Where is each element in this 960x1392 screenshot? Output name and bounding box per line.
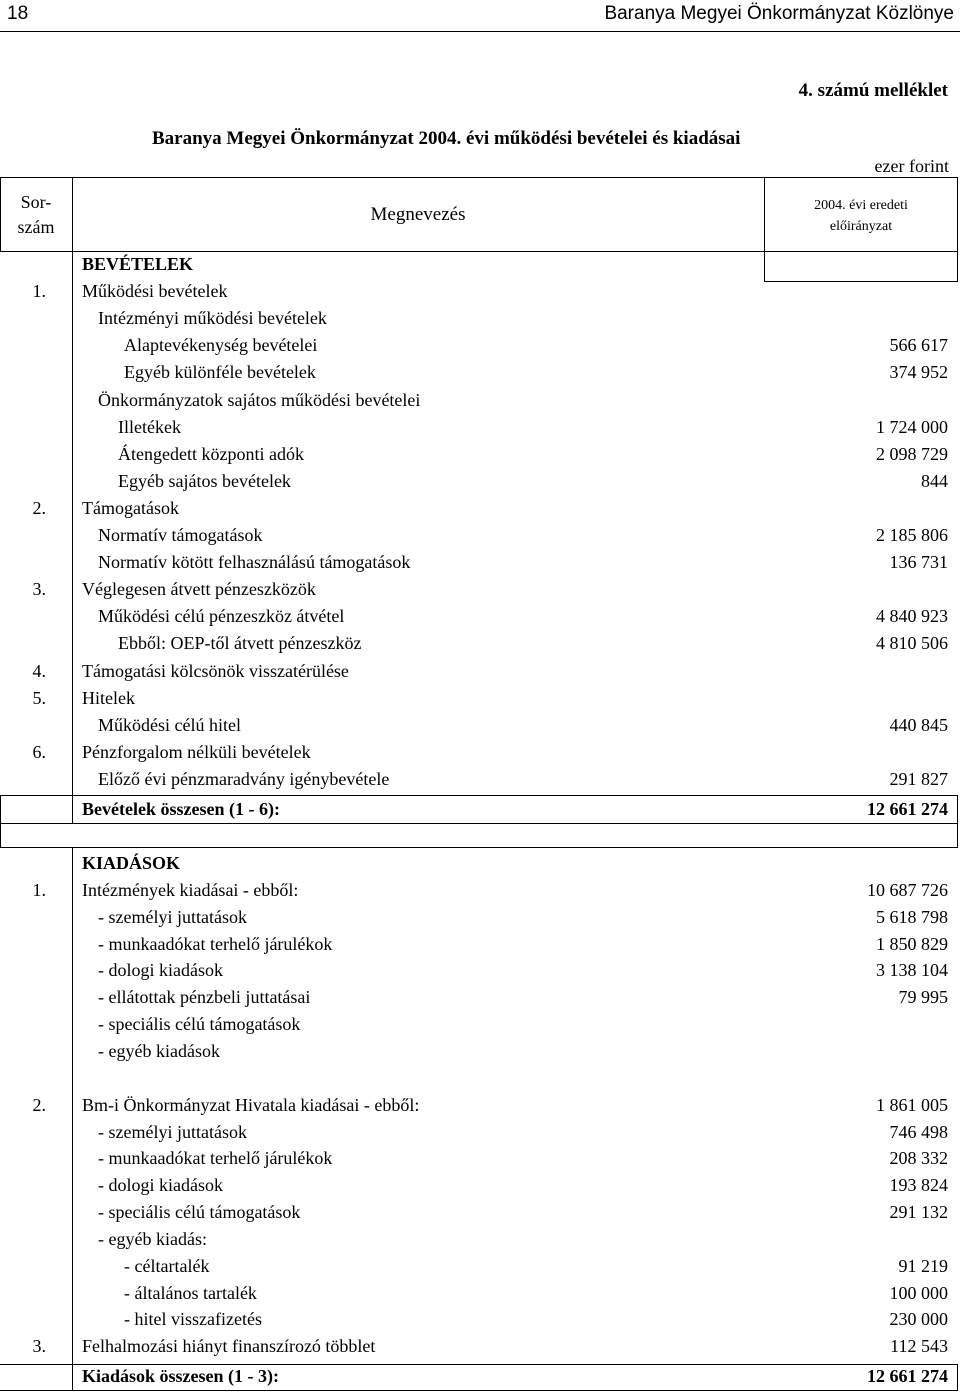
- row-label: Működési célú hitel: [98, 714, 241, 735]
- row-label: Támogatási kölcsönök visszatérülése: [82, 660, 349, 681]
- row-label: Alaptevékenység bevételei: [124, 335, 318, 356]
- table-row: [0, 1119, 958, 1146]
- row-value: 566 617: [889, 335, 948, 356]
- table-row: [0, 1145, 958, 1172]
- table-row: [0, 549, 958, 576]
- row-value: 844: [921, 470, 948, 491]
- row-value: 3 138 104: [876, 960, 948, 981]
- row-value: 4 840 923: [876, 606, 948, 627]
- table-row: [0, 877, 958, 904]
- row-label: Normatív támogatások: [98, 525, 263, 545]
- row-label: - egyéb kiadások: [98, 1040, 220, 1061]
- row-value: 79 995: [898, 987, 948, 1008]
- row-value: 374 952: [889, 362, 948, 383]
- row-value: 291 132: [889, 1202, 948, 1223]
- row-value: 1 861 005: [876, 1094, 948, 1115]
- table-row: [0, 1226, 958, 1253]
- table-row: [0, 957, 958, 984]
- spacer-left: [0, 823, 1, 848]
- table-row: [0, 387, 958, 414]
- row-value: 2 185 806: [876, 525, 948, 545]
- table-row: [0, 468, 958, 495]
- row-value: 100 000: [889, 1282, 948, 1303]
- row-value: 1 724 000: [876, 416, 948, 437]
- header-rule: [0, 31, 960, 32]
- row-number: 2.: [32, 497, 46, 518]
- row-value: 440 845: [889, 714, 948, 735]
- row-label: - dologi kiadások: [98, 960, 223, 981]
- revenue-total-bottom-border: [0, 823, 958, 824]
- table-row: [0, 984, 958, 1011]
- row-value: 10 687 726: [867, 879, 948, 900]
- row-label: Támogatások: [82, 497, 179, 518]
- document-title: Baranya Megyei Önkormányzat 2004. évi működési bevételei és kiadásai: [152, 128, 741, 149]
- row-value: 5 618 798: [876, 906, 948, 927]
- table-row: [0, 739, 958, 766]
- unit-label: ezer forint: [874, 156, 949, 176]
- row-label: - személyi juttatások: [98, 1121, 247, 1142]
- row-label: - egyéb kiadás:: [98, 1228, 207, 1249]
- row-label: - céltartalék: [124, 1255, 210, 1276]
- row-label: Működési célú pénzeszköz átvétel: [98, 606, 345, 627]
- table-row: [0, 1253, 958, 1280]
- annex-label: 4. számú melléklet: [798, 80, 948, 101]
- row-label: - speciális célú támogatások: [98, 1202, 301, 1223]
- row-number: 6.: [32, 741, 46, 762]
- row-value: 1 850 829: [876, 933, 948, 954]
- row-label: Normatív kötött felhasználású támogatások: [98, 552, 411, 573]
- row-label: Egyéb különféle bevételek: [124, 362, 316, 383]
- row-value: 230 000: [889, 1309, 948, 1330]
- table-row: [0, 1172, 958, 1199]
- row-value: 193 824: [889, 1175, 948, 1196]
- page-number: 18: [7, 3, 29, 24]
- row-value: 291 827: [889, 768, 948, 789]
- row-label: Bm-i Önkormányzat Hivatala kiadásai - ebből:: [82, 1094, 420, 1115]
- spacer-right: [957, 823, 958, 848]
- table-row: [0, 1280, 958, 1307]
- row-label: - hitel visszafizetés: [124, 1309, 262, 1330]
- row-number: 3.: [32, 1336, 46, 1357]
- row-value: 112 543: [890, 1336, 948, 1357]
- table-row: [0, 1092, 958, 1119]
- row-label: Hitelek: [82, 687, 135, 708]
- row-value: 2 098 729: [876, 443, 948, 464]
- row-value: 136 731: [889, 552, 948, 573]
- row-value: 208 332: [889, 1148, 948, 1169]
- table-row: [0, 850, 958, 877]
- row-number: 4.: [32, 660, 46, 681]
- row-label: KIADÁSOK: [82, 853, 181, 873]
- column-header-sorszam: Sor- szám: [17, 192, 55, 237]
- table-row: [0, 1038, 958, 1065]
- table-row: [0, 630, 958, 657]
- table-row: [0, 251, 958, 278]
- table-row: [0, 278, 958, 305]
- table-row: [0, 931, 958, 958]
- table-row: [0, 603, 958, 630]
- table-row: [0, 305, 958, 332]
- table-row: [0, 414, 958, 441]
- row-label: Véglegesen átvett pénzeszközök: [82, 579, 316, 600]
- table-row: [0, 522, 958, 549]
- row-label: Intézmények kiadásai - ebből:: [82, 879, 299, 900]
- row-label: Önkormányzatok sajátos működési bevételei: [98, 389, 421, 410]
- row-number: 1.: [32, 281, 46, 302]
- table-top-border: [0, 177, 958, 178]
- expense-total-row: [0, 1363, 958, 1390]
- table-row: [0, 576, 958, 603]
- revenue-total-value: 12 661 274: [867, 799, 948, 819]
- row-label: Illetékek: [118, 416, 181, 437]
- row-label: Egyéb sajátos bevételek: [118, 470, 291, 491]
- column-header-megnevezes: Megnevezés: [370, 204, 466, 225]
- row-label: - személyi juttatások: [98, 906, 247, 927]
- table-row: [0, 904, 958, 931]
- row-label: - általános tartalék: [124, 1282, 257, 1303]
- expense-total-bottom-border: [0, 1390, 958, 1391]
- row-number: 3.: [32, 579, 46, 600]
- revenue-total-label: Bevételek összesen (1 - 6):: [82, 799, 280, 819]
- row-number: 2.: [32, 1094, 46, 1115]
- row-label: Intézményi működési bevételek: [98, 308, 327, 329]
- table-row: [0, 1199, 958, 1226]
- row-value: 91 219: [898, 1255, 948, 1276]
- column-header-eloiranyzat: 2004. évi eredeti előirányzat: [814, 198, 908, 234]
- table-row: [0, 658, 958, 685]
- row-label: Felhalmozási hiányt finanszírozó többlet: [82, 1336, 376, 1357]
- table-row: [0, 1306, 958, 1333]
- row-label: - munkaadókat terhelő járulékok: [98, 1148, 333, 1169]
- table-row: [0, 712, 958, 739]
- row-label: Előző évi pénzmaradvány igénybevétele: [98, 768, 390, 789]
- table-row: [0, 441, 958, 468]
- table-row: [0, 1065, 958, 1092]
- row-label: - munkaadókat terhelő járulékok: [98, 933, 333, 954]
- table-row: [0, 495, 958, 522]
- row-label: - dologi kiadások: [98, 1175, 223, 1196]
- row-label: - speciális célú támogatások: [98, 1014, 301, 1035]
- row-number: 5.: [32, 687, 46, 708]
- row-label: BEVÉTELEK: [82, 254, 194, 274]
- table-row: [0, 685, 958, 712]
- row-value: 746 498: [889, 1121, 948, 1142]
- row-label: Működési bevételek: [82, 281, 228, 302]
- table-row: [0, 1333, 958, 1360]
- revenue-total-row: [0, 796, 958, 823]
- table-row: [0, 332, 958, 359]
- spacer-bottom-border: [0, 847, 958, 848]
- table-row: [0, 359, 958, 386]
- row-label: - ellátottak pénzbeli juttatásai: [98, 987, 311, 1008]
- table-row: [0, 1011, 958, 1038]
- page-header: [0, 0, 960, 31]
- row-label: Pénzforgalom nélküli bevételek: [82, 741, 311, 762]
- row-value: 4 810 506: [876, 633, 948, 654]
- row-label: Ebből: OEP-től átvett pénzeszköz: [118, 633, 362, 654]
- expense-total-value: 12 661 274: [867, 1366, 948, 1386]
- row-label: Átengedett központi adók: [118, 443, 304, 464]
- publication-title: Baranya Megyei Önkormányzat Közlönye: [604, 3, 954, 24]
- table-row: [0, 766, 958, 793]
- row-number: 1.: [32, 879, 46, 900]
- expense-total-label: Kiadások összesen (1 - 3):: [82, 1366, 279, 1386]
